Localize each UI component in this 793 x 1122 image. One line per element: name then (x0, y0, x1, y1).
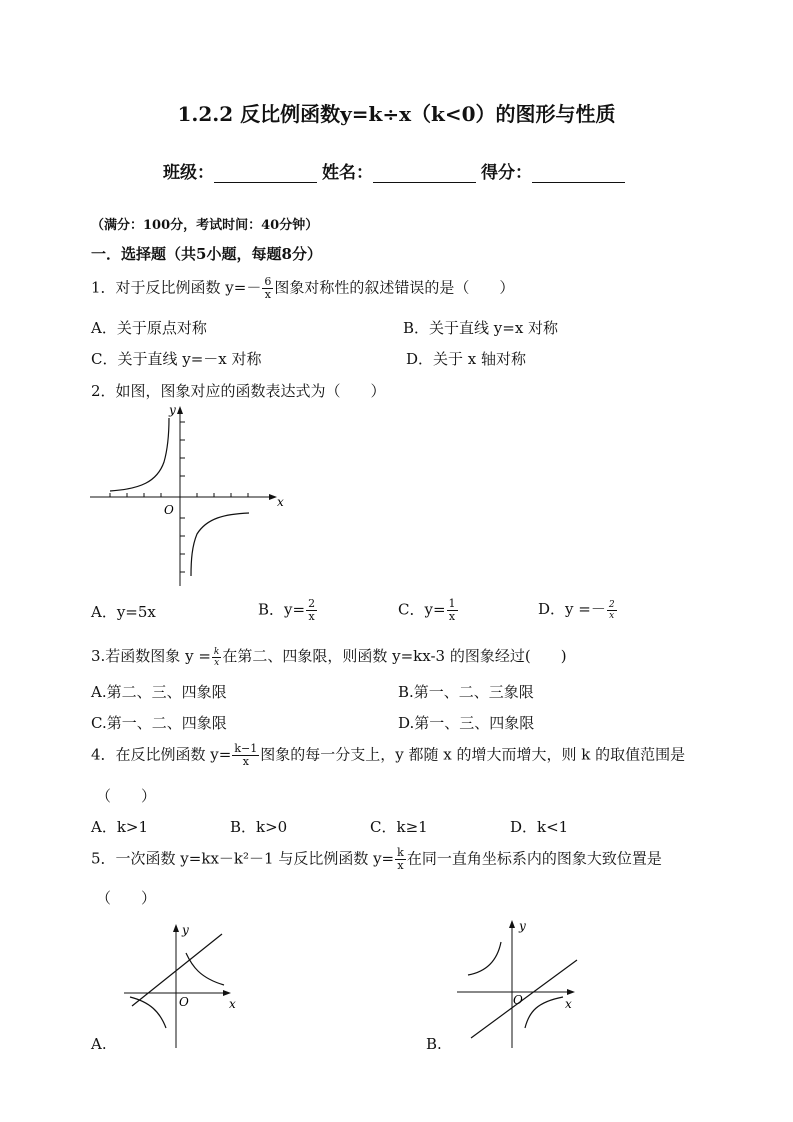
q2-option-b[interactable]: B．y= $\frac{2}{x}$ (258, 597, 316, 623)
q4-option-b[interactable]: B．k>0 (230, 818, 288, 836)
q1-option-c[interactable]: C．关于直线 y=－x 对称 (91, 350, 262, 368)
svg-text:O: O (179, 995, 189, 1009)
class-field (163, 158, 317, 183)
q3-option-c[interactable]: C.第一、二、四象限 (91, 714, 227, 732)
question-4: 4．在反比例函数 y= $\frac{k-1}{x}$ 图象的每一分支上，y 都随 x 的增大而增大，则 k 的取值范围是 (91, 742, 686, 768)
q3-option-b[interactable]: B.第一、二、三象限 (398, 683, 534, 701)
q1-option-b[interactable]: B．关于直线 y=x 对称 (403, 319, 559, 337)
q5-answer-paren: （ ） (96, 889, 157, 907)
svg-text:y: y (182, 923, 189, 937)
q5b-hyperbola-lower (525, 997, 563, 1028)
q5-graph-b (453, 914, 583, 1054)
q3-fraction: $\frac{k}{x}$ (213, 646, 220, 668)
q4-option-a[interactable]: A．k>1 (91, 818, 149, 836)
q2-curve-upper (110, 418, 169, 491)
score-field (481, 158, 625, 183)
svg-text:O: O (513, 993, 523, 1007)
svg-text:x: x (229, 997, 236, 1011)
class-blank[interactable] (214, 164, 317, 183)
q4-option-d[interactable]: D．k<1 (510, 818, 569, 836)
q1-suffix: 图象对称性的叙述错误的是（ ） (274, 278, 515, 297)
question-1 (91, 276, 514, 301)
q5a-line (132, 934, 222, 1006)
exam-note: （满分：100分，考试时间：40分钟） (91, 218, 319, 233)
q3-option-d[interactable]: D.第一、三、四象限 (398, 714, 535, 732)
q2-option-d[interactable]: D．y =－ $\frac{2}{x}$ (538, 599, 615, 621)
q2-b-fraction: $\frac{2}{x}$ (308, 597, 316, 623)
section-heading: 一．选择题（共5小题，每题8分） (91, 245, 322, 263)
q1-option-a[interactable]: A．关于原点对称 (91, 319, 207, 337)
score-blank[interactable] (532, 164, 625, 183)
q5-option-a-label[interactable]: A. (91, 1035, 107, 1053)
q2-option-c[interactable]: C．y= $\frac{1}{x}$ (398, 597, 456, 623)
svg-text:x: x (565, 997, 572, 1011)
question-5: 5．一次函数 y=kx－k²－1 与反比例函数 y= $\frac{k}{x}$ 在同一直角坐标系内的图象大致位置是 (91, 846, 662, 872)
q2-y-label: y (169, 403, 176, 417)
svg-text:y: y (519, 919, 526, 933)
q2-x-arrow (269, 494, 277, 500)
q2-c-fraction: $\frac{1}{x}$ (448, 597, 456, 623)
q5-graph-a (118, 918, 248, 1054)
q1-fraction: $\frac{6}{x}$ (264, 275, 272, 301)
q2-x-label: x (277, 495, 284, 509)
question-3: 3.若函数图象 y = $\frac{k}{x}$ 在第二、四象限，则函数 y=kx-3 的图象经过( ) (91, 646, 567, 668)
q5-option-b-label[interactable]: B. (426, 1035, 442, 1053)
q5b-line (471, 960, 577, 1038)
q1-option-d[interactable]: D．关于 x 轴对称 (406, 350, 527, 368)
page-title: 1.2.2 反比例函数y=k÷x（k<0）的图形与性质 (177, 102, 616, 126)
q4-answer-paren: （ ） (96, 787, 157, 805)
question-2: 2．如图，图象对应的函数表达式为（ ） (91, 382, 386, 400)
q2-origin-label: O (164, 503, 174, 517)
name-blank[interactable] (373, 164, 476, 183)
q2-option-a[interactable]: A．y=5x (91, 603, 156, 621)
name-label: 姓名： (322, 163, 373, 183)
class-label: 班级： (163, 163, 214, 183)
q2-curve-lower (191, 513, 249, 576)
q4-option-c[interactable]: C．k≥1 (370, 818, 428, 836)
name-field (322, 158, 476, 183)
q2-graph (85, 400, 295, 590)
q3-option-a[interactable]: A.第二、三、四象限 (91, 683, 227, 701)
q5a-hyperbola-lower (130, 997, 166, 1028)
q4-fraction: $\frac{k-1}{x}$ (234, 742, 258, 768)
q5b-hyperbola-upper (468, 942, 501, 975)
q5-fraction: $\frac{k}{x}$ (397, 846, 404, 872)
q2-d-fraction: $\frac{2}{x}$ (608, 599, 615, 621)
score-label: 得分： (481, 163, 532, 183)
q2-y-arrow (177, 406, 183, 414)
q1-prefix: 1．对于反比例函数 y=－ (91, 278, 262, 297)
